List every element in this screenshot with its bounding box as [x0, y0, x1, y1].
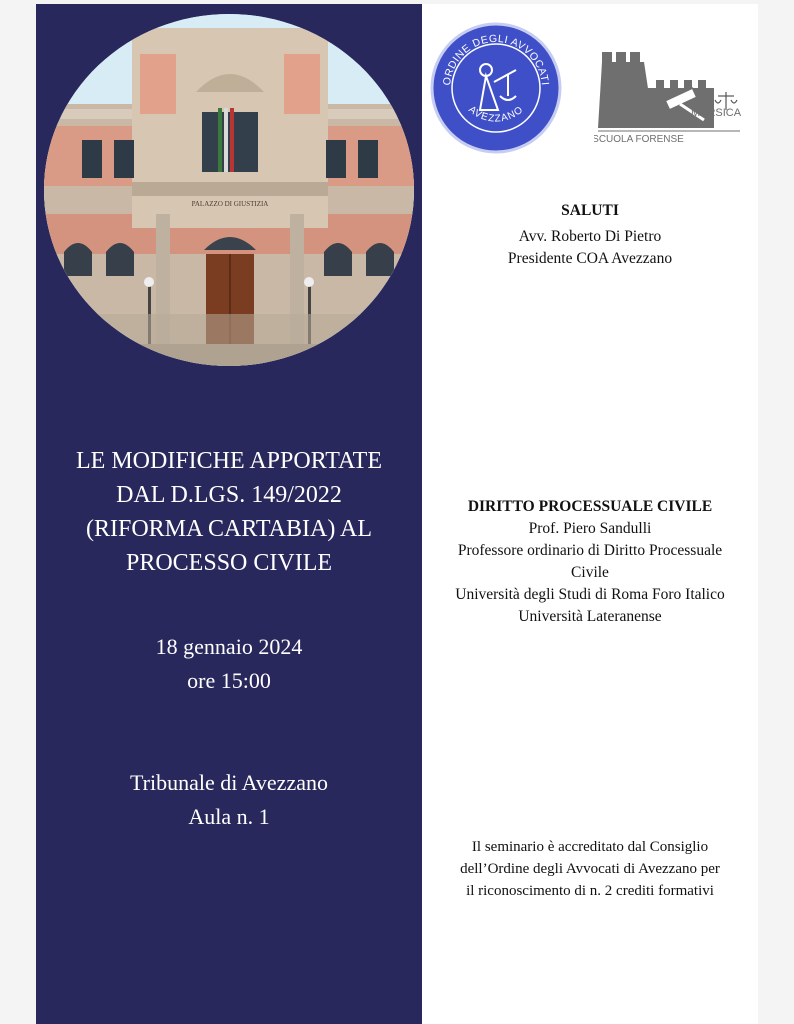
saluti-name: Avv. Roberto Di Pietro [518, 228, 662, 245]
accreditation-note [422, 836, 758, 902]
coa-logo-top-text: ORDINE DEGLI AVVOCATI [440, 32, 551, 87]
right-panel [422, 4, 758, 1024]
relatore-affiliation-2: Università Lateranense [518, 608, 662, 625]
saluti-section [422, 200, 758, 270]
scuola-logo-brand: MARSICA [690, 107, 742, 119]
event-datetime [46, 630, 412, 698]
accreditation-line: dell’Ordine degli Avvocati di Avezzano per [460, 861, 720, 877]
relatore-role-2: Civile [571, 564, 609, 581]
facade-inscription: PALAZZO DI GIUSTIZIA [191, 200, 269, 208]
saluti-role: Presidente COA Avezzano [507, 250, 673, 267]
accreditation-line: Il seminario è accreditato dal Consiglio [471, 839, 709, 855]
accreditation-line: il riconoscimento di n. 2 crediti formativi [466, 883, 714, 899]
scuola-forense-logo [594, 38, 744, 148]
title-line: DAL D.LGS. 149/2022 [116, 482, 342, 508]
title-line: (RIFORMA CARTABIA) AL [86, 516, 372, 542]
coa-avezzano-logo [428, 20, 564, 156]
event-venue [46, 766, 412, 834]
relatore-name: Prof. Piero Sandulli [528, 520, 652, 537]
relatore-affiliation-1: Università degli Studi di Roma Foro Italico [455, 586, 725, 603]
flyer-page [36, 4, 758, 1024]
title-line: LE MODIFICHE APPORTATE [76, 448, 382, 474]
relatore-role-1: Professore ordinario di Diritto Processuale [457, 542, 723, 559]
saluti-heading: SALUTI [561, 202, 619, 219]
event-title [46, 444, 412, 580]
venue-room: Aula n. 1 [188, 804, 270, 829]
scuola-logo-subtitle: SCUOLA FORENSE [594, 134, 684, 145]
event-date: 18 gennaio 2024 [155, 634, 303, 659]
coa-logo-bottom-text: AVEZZANO [466, 104, 526, 125]
relatore-heading: DIRITTO PROCESSUALE CIVILE [467, 498, 713, 515]
left-panel [36, 4, 422, 1024]
title-line: PROCESSO CIVILE [125, 550, 333, 576]
event-time: ore 15:00 [187, 668, 271, 693]
venue-name: Tribunale di Avezzano [130, 770, 328, 795]
relatore-section [422, 496, 758, 628]
courthouse-photo [44, 14, 414, 366]
